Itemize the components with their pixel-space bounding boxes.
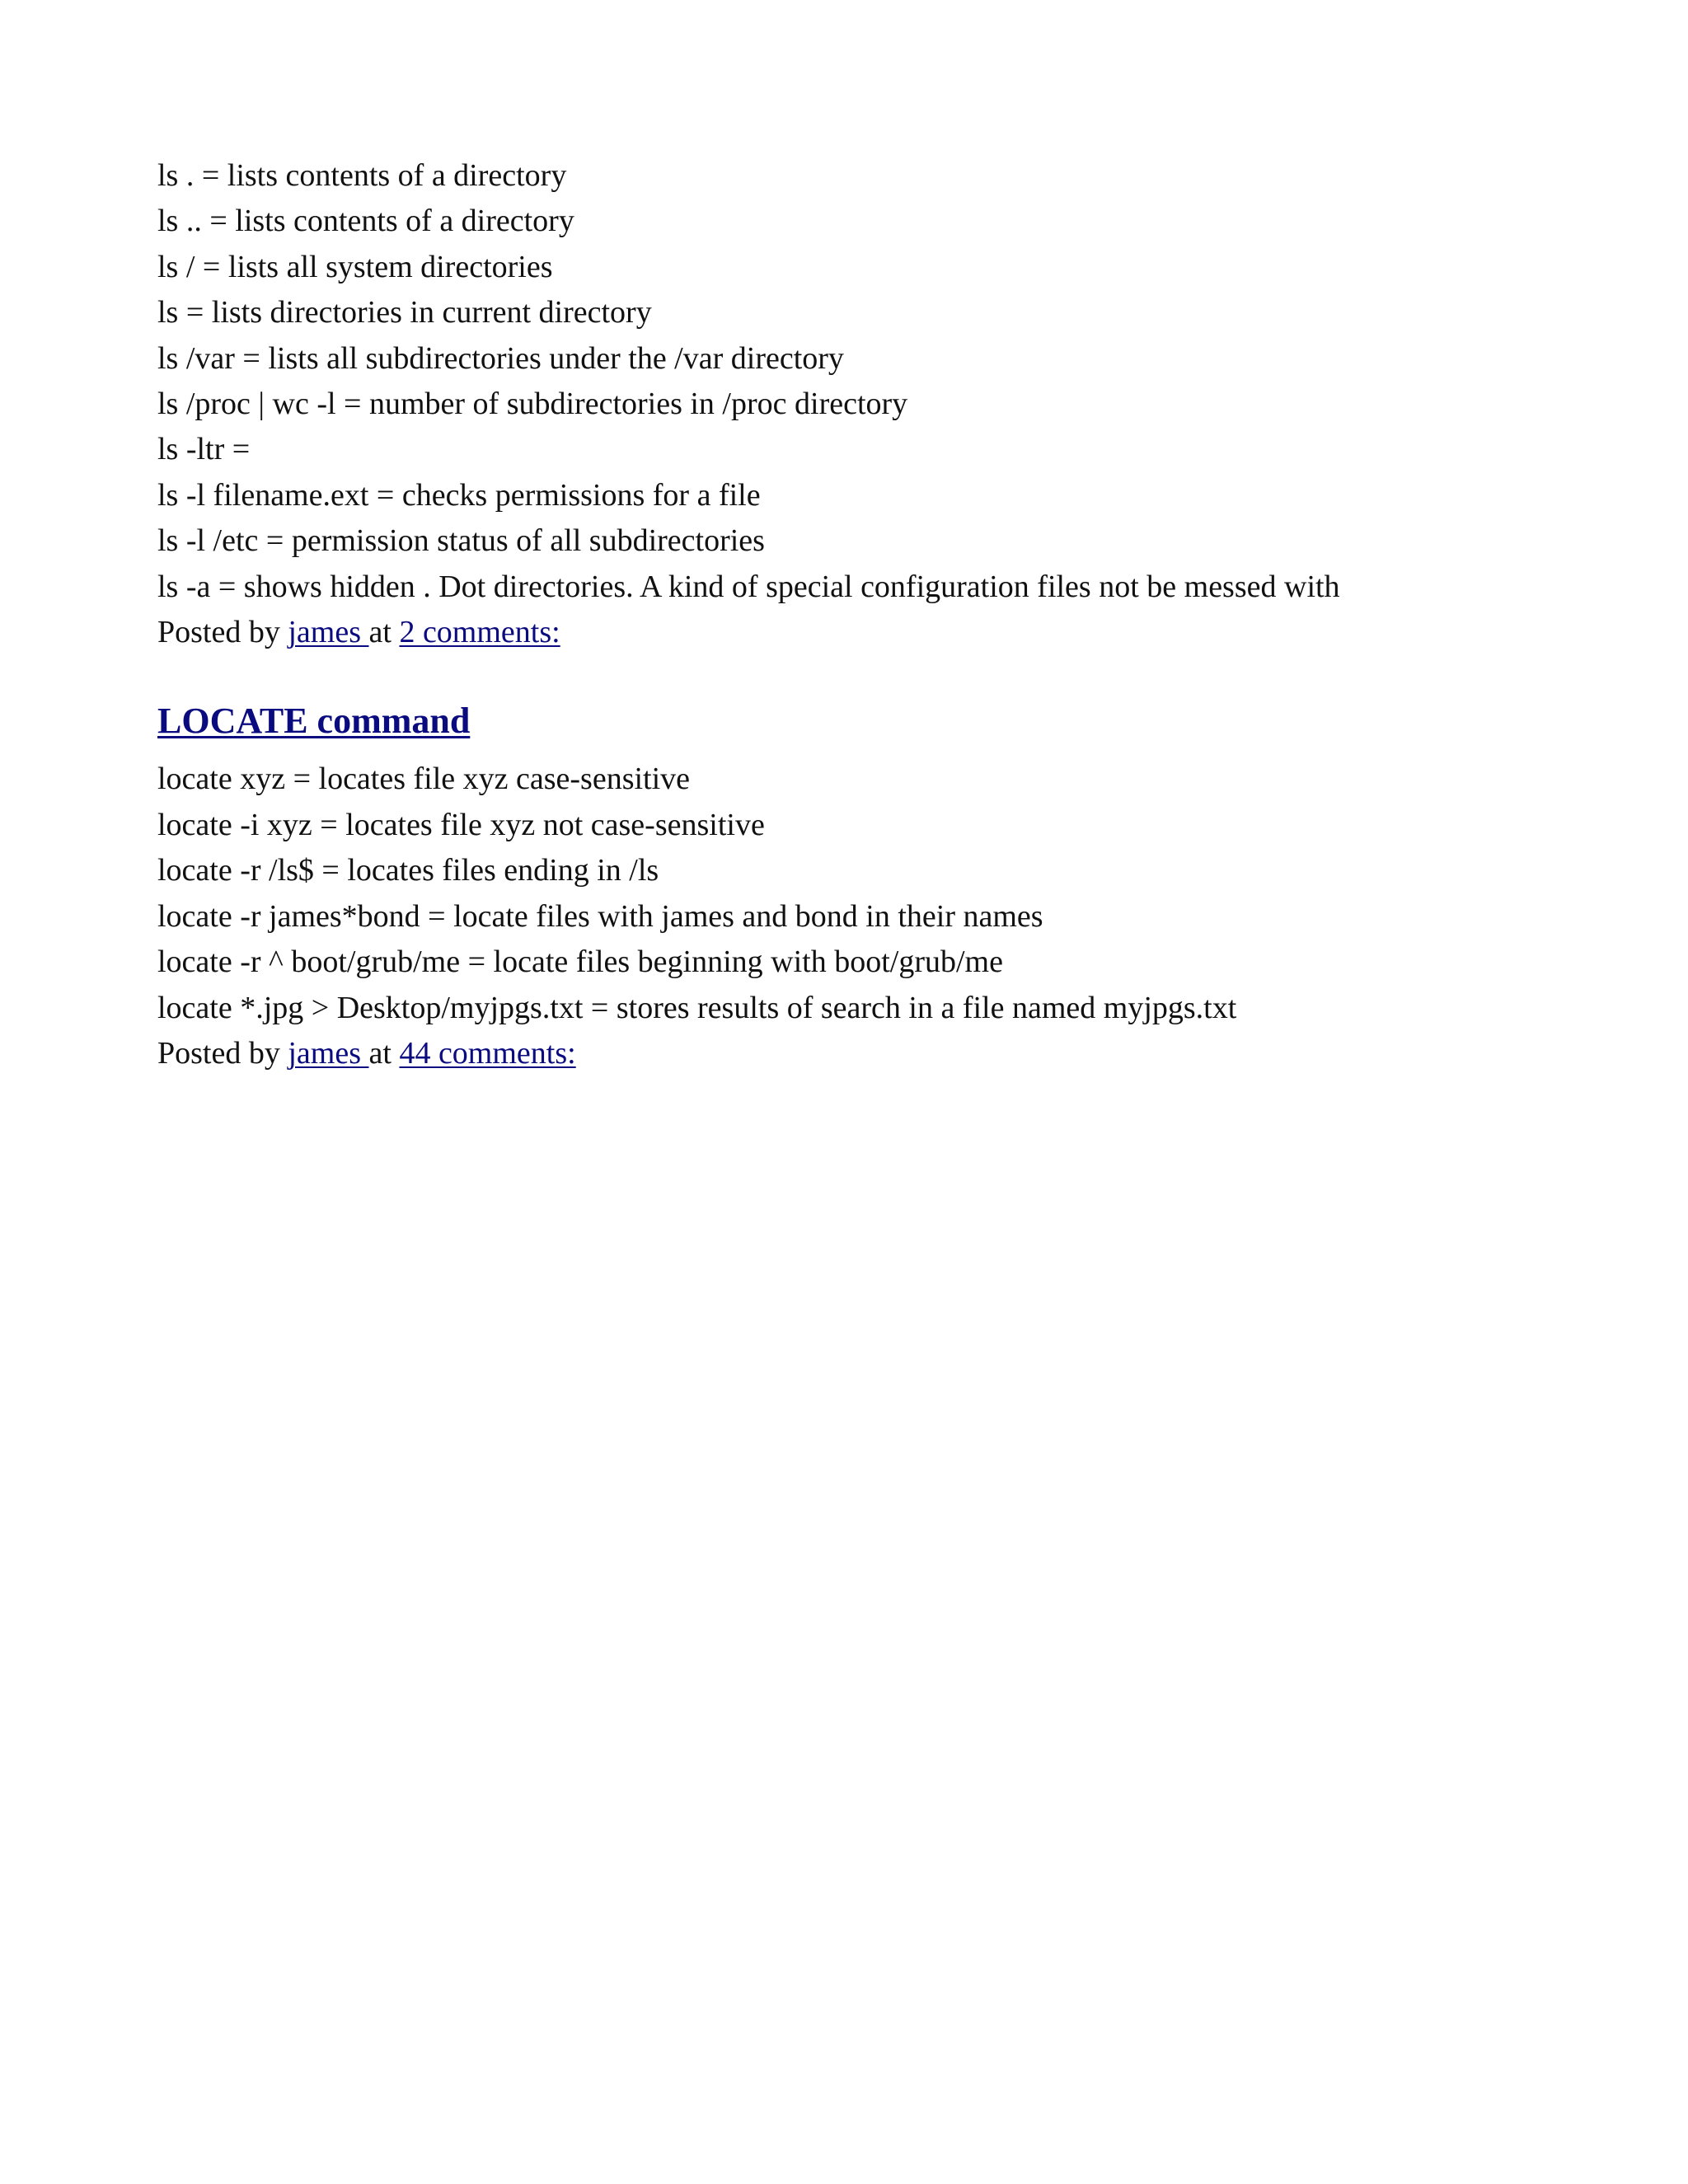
post-line: ls = lists directories in current directory — [157, 295, 652, 330]
post-ls-command — [157, 153, 1608, 655]
author-link[interactable]: james — [288, 1035, 369, 1071]
post-line: locate -r ^ boot/grub/me = locate files beginning with boot/grub/me — [157, 944, 1003, 980]
post-body — [157, 153, 1608, 610]
post-line: ls -l filename.ext = checks permissions for a file — [157, 477, 761, 513]
post-line: ls / = lists all system directories — [157, 249, 553, 284]
post-footer — [157, 1031, 1608, 1076]
post-line: ls -ltr = — [157, 432, 251, 467]
post-locate-command — [157, 699, 1608, 1076]
post-footer — [157, 610, 1608, 655]
comments-link[interactable]: 2 comments: — [399, 615, 560, 650]
at-label: at — [368, 615, 392, 650]
posted-by-label: Posted by — [157, 1035, 280, 1071]
post-line: ls .. = lists contents of a directory — [157, 204, 574, 239]
post-line: locate xyz = locates file xyz case-sensitive — [157, 762, 691, 797]
at-label: at — [368, 1035, 392, 1071]
post-line: ls . = lists contents of a directory — [157, 158, 567, 193]
author-link[interactable]: james — [288, 615, 369, 650]
posted-by-label: Posted by — [157, 615, 280, 650]
blog-page — [157, 153, 1608, 1076]
post-line: locate *.jpg > Desktop/myjpgs.txt = stores results of search in a file named myjpgs.txt — [157, 990, 1237, 1025]
post-line: locate -r james*bond = locate files with james and bond in their names — [157, 898, 1043, 934]
post-line: ls /var = lists all subdirectories under the /var directory — [157, 340, 844, 376]
post-title-link[interactable]: LOCATE command — [157, 701, 471, 742]
post-body — [157, 757, 1608, 1030]
post-line: ls -a = shows hidden . Dot directories. A kind of special configuration files not be messed with — [157, 569, 1340, 604]
post-line: locate -i xyz = locates file xyz not case-sensitive — [157, 807, 765, 842]
post-line: ls -l /etc = permission status of all subdirectories — [157, 523, 765, 559]
post-line: ls /proc | wc -l = number of subdirectories in /proc directory — [157, 387, 908, 422]
post-line: locate -r /ls$ = locates files ending in /ls — [157, 853, 659, 888]
comments-link[interactable]: 44 comments: — [399, 1035, 576, 1071]
post-title — [157, 699, 1608, 743]
